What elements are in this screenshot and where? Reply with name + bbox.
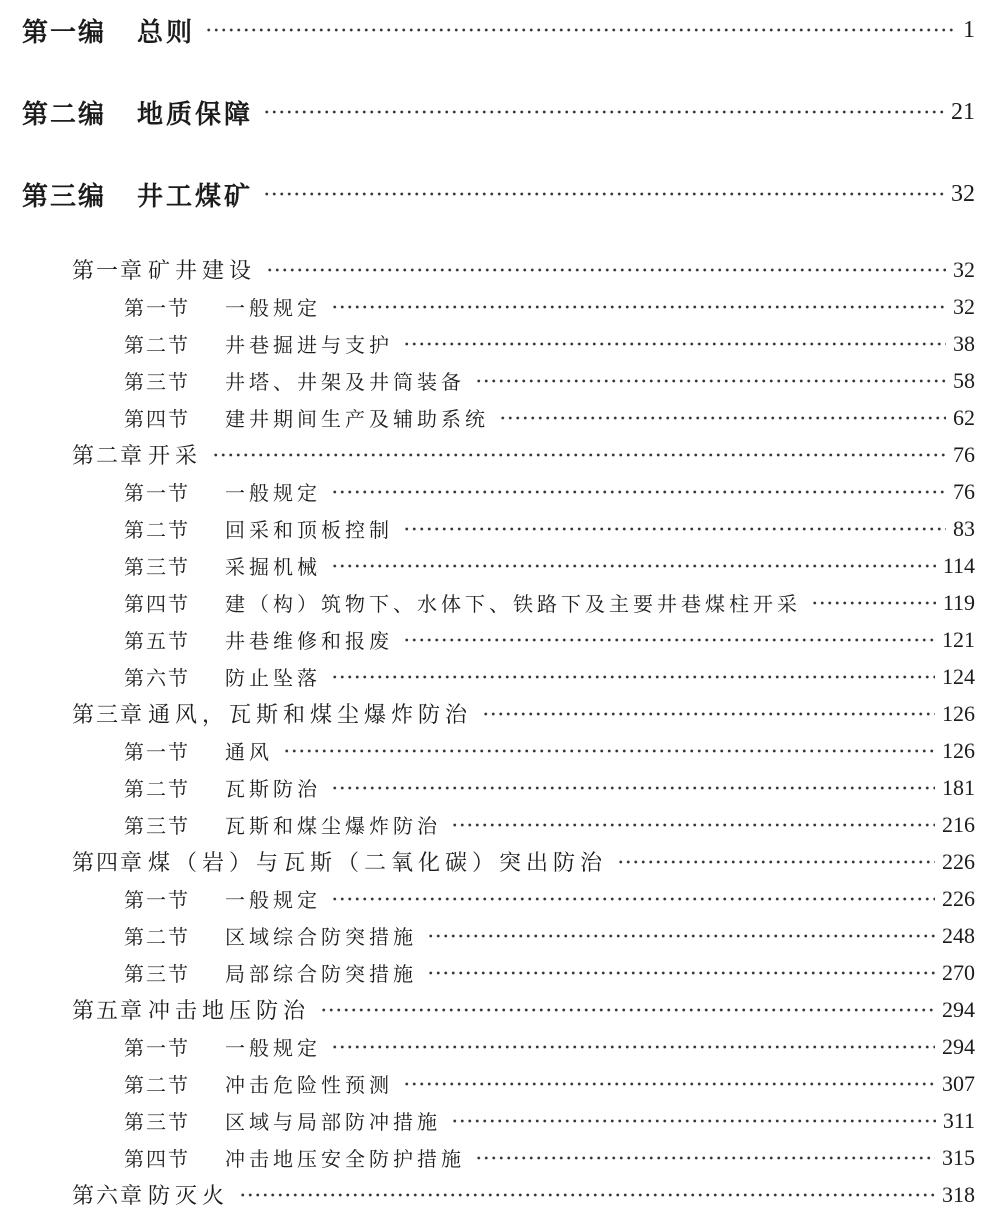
dot-leader xyxy=(403,341,946,347)
page-number: 32 xyxy=(953,293,975,319)
section-entry xyxy=(0,880,1000,917)
dot-leader xyxy=(403,637,935,643)
page-number: 181 xyxy=(942,774,975,800)
entry-label: 第四节 xyxy=(124,407,190,431)
section-entry xyxy=(0,1028,1000,1065)
page-number: 311 xyxy=(942,1107,975,1133)
page-number: 248 xyxy=(942,922,975,948)
page-number: 58 xyxy=(953,367,975,393)
dot-leader xyxy=(263,191,944,197)
entry-label: 第二编 xyxy=(22,99,107,130)
entry-title: 开采 xyxy=(148,444,203,469)
entry-title: 一般规定 xyxy=(225,1036,321,1060)
entry-title: 总则 xyxy=(137,17,196,48)
page-number: 32 xyxy=(953,256,975,282)
part-entry xyxy=(0,92,1000,132)
chapter-entry xyxy=(0,843,1000,880)
chapter-entry xyxy=(0,1176,1000,1213)
section-entry xyxy=(0,547,1000,584)
entry-title: 矿井建设 xyxy=(148,259,257,284)
part-list xyxy=(0,10,1000,214)
dot-leader xyxy=(239,1192,935,1198)
entry-label: 第六节 xyxy=(124,666,190,690)
dot-leader xyxy=(482,711,935,717)
entry-title: 回采和顶板控制 xyxy=(225,518,393,542)
dot-leader xyxy=(331,1044,935,1050)
entry-title: 井巷掘进与支护 xyxy=(225,333,393,357)
entry-title: 区域与局部防冲措施 xyxy=(225,1110,441,1134)
entry-title: 建（构）筑物下、水体下、铁路下及主要井巷煤柱开采 xyxy=(225,592,801,616)
dot-leader xyxy=(617,859,935,865)
dot-leader xyxy=(266,267,946,273)
entry-label: 第三章 xyxy=(72,703,145,728)
page-number: 62 xyxy=(953,404,975,430)
section-entry xyxy=(0,769,1000,806)
entry-title: 一般规定 xyxy=(225,888,321,912)
page-number: 119 xyxy=(942,589,975,615)
entry-title: 冲击危险性预测 xyxy=(225,1073,393,1097)
entry-label: 第一节 xyxy=(124,296,190,320)
page-number: 21 xyxy=(951,98,975,125)
dot-leader xyxy=(499,415,946,421)
dot-leader xyxy=(212,452,946,458)
entry-label: 第一节 xyxy=(124,740,190,764)
page-number: 315 xyxy=(942,1144,975,1170)
entry-label: 第二节 xyxy=(124,925,190,949)
page-number: 126 xyxy=(942,700,975,726)
entry-label: 第一章 xyxy=(72,259,145,284)
chapter-entry xyxy=(0,251,1000,288)
section-entry xyxy=(0,658,1000,695)
dot-leader xyxy=(331,489,946,495)
entry-label: 第三节 xyxy=(124,370,190,394)
page-number: 124 xyxy=(942,663,975,689)
chapter-list xyxy=(0,251,1000,1213)
entry-label: 第六章 xyxy=(72,1184,145,1209)
page-number: 38 xyxy=(953,330,975,356)
section-entry xyxy=(0,1102,1000,1139)
dot-leader xyxy=(451,822,935,828)
entry-label: 第三节 xyxy=(124,814,190,838)
section-entry xyxy=(0,399,1000,436)
entry-label: 第一编 xyxy=(22,17,107,48)
chapter-entry xyxy=(0,991,1000,1028)
entry-label: 第五节 xyxy=(124,629,190,653)
entry-title: 地质保障 xyxy=(137,99,254,130)
entry-title: 井塔、井架及井筒装备 xyxy=(225,370,465,394)
dot-leader xyxy=(331,674,935,680)
entry-label: 第一节 xyxy=(124,1036,190,1060)
entry-title: 一般规定 xyxy=(225,481,321,505)
entry-title: 煤（岩）与瓦斯（二氧化碳）突出防治 xyxy=(148,851,608,876)
section-entry xyxy=(0,510,1000,547)
entry-title: 瓦斯和煤尘爆炸防治 xyxy=(225,814,441,838)
page-number: 318 xyxy=(942,1181,975,1207)
page-number: 216 xyxy=(942,811,975,837)
entry-title: 防止坠落 xyxy=(225,666,321,690)
page-number: 121 xyxy=(942,626,975,652)
part-entry xyxy=(0,10,1000,50)
page-number: 294 xyxy=(942,996,975,1022)
dot-leader xyxy=(451,1118,936,1124)
dot-leader xyxy=(331,896,935,902)
section-entry xyxy=(0,1139,1000,1176)
dot-leader xyxy=(331,563,936,569)
page-number: 76 xyxy=(953,441,975,467)
dot-leader xyxy=(331,785,935,791)
entry-label: 第一节 xyxy=(124,481,190,505)
page-number: 76 xyxy=(953,478,975,504)
entry-label: 第三节 xyxy=(124,1110,190,1134)
dot-leader xyxy=(205,27,956,33)
entry-title: 冲击地压安全防护措施 xyxy=(225,1147,465,1171)
chapter-entry xyxy=(0,436,1000,473)
part-entry xyxy=(0,174,1000,214)
page-number: 83 xyxy=(953,515,975,541)
section-entry xyxy=(0,362,1000,399)
entry-label: 第四节 xyxy=(124,592,190,616)
entry-title: 冲击地压防治 xyxy=(148,999,311,1024)
dot-leader xyxy=(403,526,946,532)
entry-label: 第二节 xyxy=(124,1073,190,1097)
entry-title: 通风 xyxy=(225,740,273,764)
dot-leader xyxy=(475,1155,935,1161)
dot-leader xyxy=(331,304,946,310)
dot-leader xyxy=(263,109,944,115)
entry-title: 井工煤矿 xyxy=(137,181,254,212)
entry-title: 采掘机械 xyxy=(225,555,321,579)
section-entry xyxy=(0,732,1000,769)
entry-label: 第一节 xyxy=(124,888,190,912)
entry-title: 防灭火 xyxy=(148,1184,230,1209)
page-number: 226 xyxy=(942,848,975,874)
page-number: 226 xyxy=(942,885,975,911)
page-number: 32 xyxy=(951,180,975,207)
chapter-entry xyxy=(0,695,1000,732)
entry-title: 建井期间生产及辅助系统 xyxy=(225,407,489,431)
entry-label: 第四章 xyxy=(72,851,145,876)
page-number: 126 xyxy=(942,737,975,763)
entry-title: 瓦斯防治 xyxy=(225,777,321,801)
entry-title: 区域综合防突措施 xyxy=(225,925,417,949)
dot-leader xyxy=(283,748,935,754)
page-number: 294 xyxy=(942,1033,975,1059)
entry-label: 第三节 xyxy=(124,555,190,579)
entry-title: 通风，瓦斯和煤尘爆炸防治 xyxy=(148,703,473,728)
entry-label: 第三节 xyxy=(124,962,190,986)
section-entry xyxy=(0,584,1000,621)
entry-label: 第五章 xyxy=(72,999,145,1024)
page-number: 1 xyxy=(963,16,975,43)
entry-title: 一般规定 xyxy=(225,296,321,320)
dot-leader xyxy=(811,600,936,606)
section-entry xyxy=(0,954,1000,991)
entry-label: 第四节 xyxy=(124,1147,190,1171)
entry-label: 第二节 xyxy=(124,333,190,357)
entry-label: 第二节 xyxy=(124,518,190,542)
dot-leader xyxy=(427,970,935,976)
entry-label: 第二节 xyxy=(124,777,190,801)
page-number: 114 xyxy=(942,552,975,578)
section-entry xyxy=(0,288,1000,325)
section-entry xyxy=(0,473,1000,510)
entry-title: 局部综合防突措施 xyxy=(225,962,417,986)
dot-leader xyxy=(403,1081,935,1087)
page-number: 307 xyxy=(942,1070,975,1096)
section-entry xyxy=(0,325,1000,362)
dot-leader xyxy=(475,378,946,384)
entry-title: 井巷维修和报废 xyxy=(225,629,393,653)
dot-leader xyxy=(320,1007,935,1013)
section-entry xyxy=(0,621,1000,658)
section-entry xyxy=(0,917,1000,954)
page-number: 270 xyxy=(942,959,975,985)
entry-label: 第三编 xyxy=(22,181,107,212)
entry-label: 第二章 xyxy=(72,444,145,469)
dot-leader xyxy=(427,933,935,939)
section-entry xyxy=(0,806,1000,843)
section-entry xyxy=(0,1065,1000,1102)
